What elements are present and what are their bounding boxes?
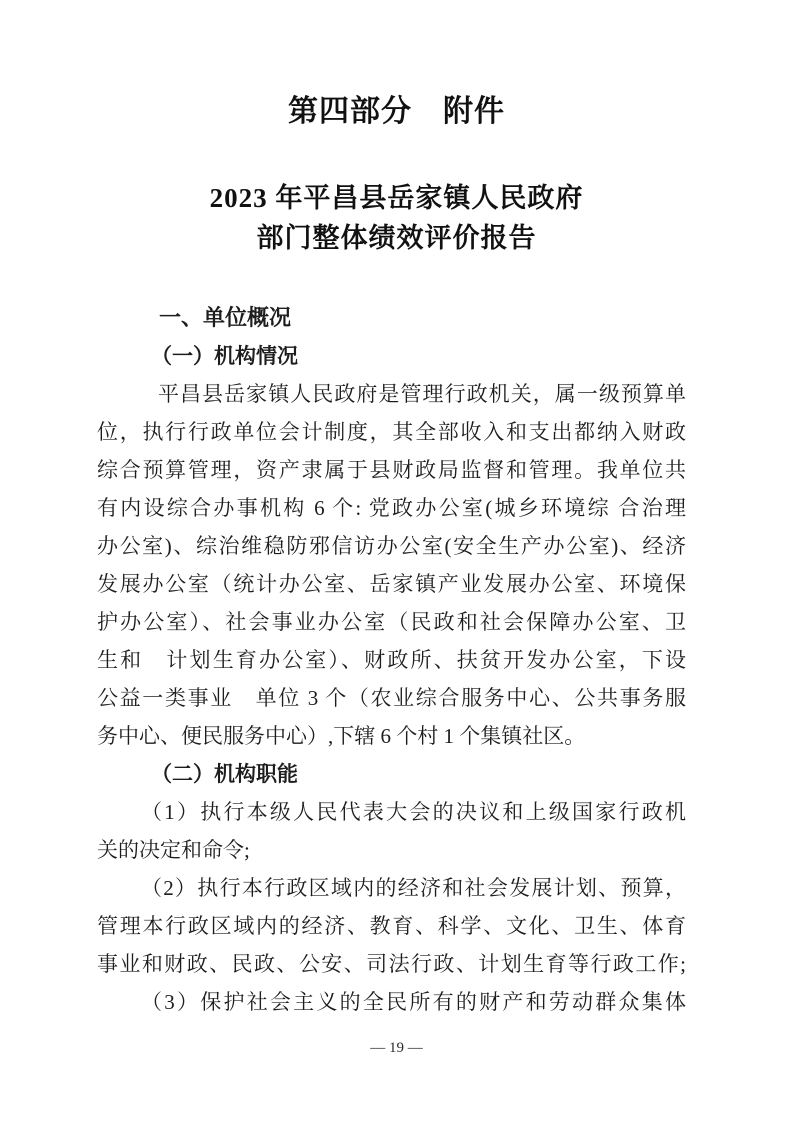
paragraph-line: 生和 计划生育办公室）、财政所、扶贫开发办公室，下设: [97, 648, 686, 672]
page-number: — 19 —: [370, 1040, 423, 1056]
subsection-heading-org-functions: （二）机构职能: [151, 762, 298, 786]
paragraph-line: 综合预算管理，资产隶属于县财政局监督和管理。我单位共: [97, 458, 686, 482]
function-item-line: 事业和财政、民政、公安、司法行政、计划生育等行政工作;: [97, 952, 686, 976]
document-body: [97, 299, 686, 1021]
paragraph-line: 护办公室）、社会事业办公室（民政和社会保障办公室、卫: [97, 610, 686, 634]
paragraph-line: 平昌县岳家镇人民政府是管理行政机关，属一级预算单: [158, 382, 686, 406]
report-title: [0, 178, 793, 258]
report-title-line-1: 2023 年平昌县岳家镇人民政府: [209, 183, 584, 213]
paragraph-line: 公益一类事业 单位 3 个（农业综合服务中心、公共事务服: [97, 686, 686, 710]
part-title: 第四部分 附件: [288, 95, 505, 128]
subsection-heading-org-situation: （一）机构情况: [151, 344, 298, 368]
paragraph-line: 务中心、便民服务中心）,下辖 6 个村 1 个集镇社区。: [97, 724, 586, 748]
report-title-line-2: 部门整体绩效评价报告: [256, 223, 537, 253]
function-item-line: （1）执行本级人民代表大会的决议和上级国家行政机: [141, 800, 686, 824]
section-heading-unit-overview: 一、单位概况: [159, 305, 292, 330]
paragraph-line: 发展办公室（统计办公室、岳家镇产业发展办公室、环境保: [97, 572, 686, 596]
paragraph-line: 办公室)、综治维稳防邪信访办公室(安全生产办公室)、经济: [97, 534, 686, 558]
paragraph-line: 有内设综合办事机构 6 个: 党政办公室(城乡环境综 合治理: [97, 496, 686, 520]
function-item-line: 管理本行政区域内的经济、教育、科学、文化、卫生、体育: [97, 914, 686, 938]
paragraph-line: 位，执行行政单位会计制度，其全部收入和支出都纳入财政: [97, 420, 686, 444]
function-item-line: 关的决定和命令;: [97, 838, 250, 862]
function-item-line: （3）保护社会主义的全民所有的财产和劳动群众集体: [141, 990, 686, 1014]
function-item-line: （2）执行本行政区域内的经济和社会发展计划、预算，: [141, 876, 686, 900]
